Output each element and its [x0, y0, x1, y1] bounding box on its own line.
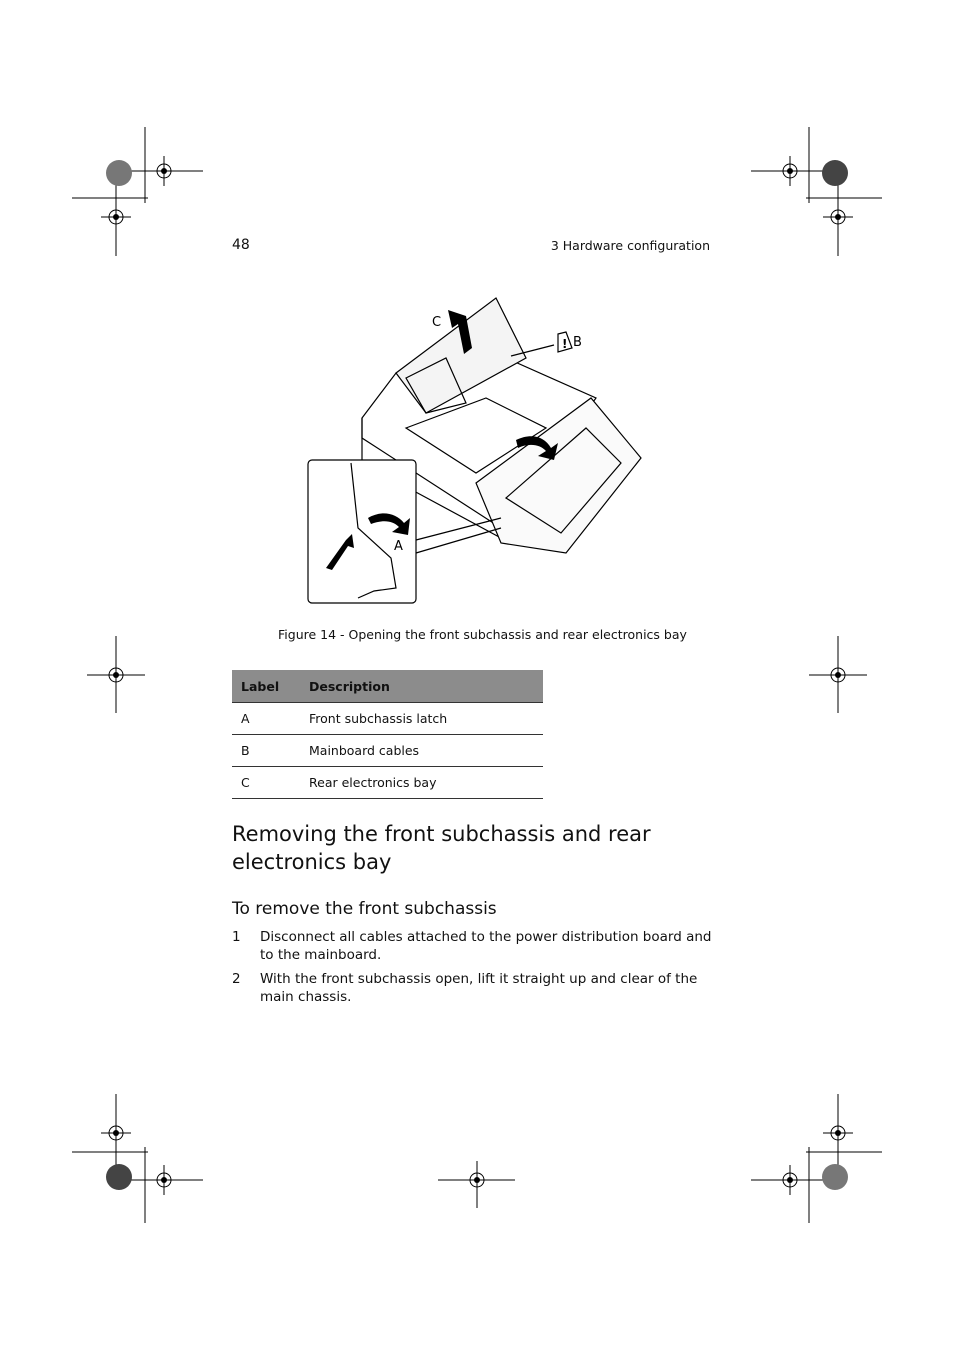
callout-c: C: [432, 315, 442, 330]
running-head: 3 Hardware configuration: [550, 238, 710, 253]
callout-b: B: [573, 335, 582, 350]
column-header-label: Label: [232, 670, 300, 703]
column-header-description: Description: [300, 670, 543, 703]
section-title: Removing the front subchassis and rear electronics bay: [232, 822, 651, 874]
table-cell-description: Mainboard cables: [300, 735, 543, 767]
callout-a: A: [394, 539, 403, 554]
step-number: 1: [232, 929, 241, 945]
chassis-illustration: [296, 288, 648, 610]
svg-text:!: !: [562, 337, 568, 351]
table-row: [232, 703, 543, 735]
table-cell-label: A: [232, 703, 300, 735]
list-item: [232, 970, 712, 1006]
page-number: 48: [232, 237, 250, 253]
table-cell-label: B: [232, 735, 300, 767]
list-item: [232, 928, 712, 964]
table-row: [232, 767, 543, 799]
table-cell-description: Front subchassis latch: [300, 703, 543, 735]
table-row: [232, 735, 543, 767]
procedure-steps: [232, 928, 712, 1012]
subsection-title: To remove the front subchassis: [232, 899, 497, 919]
step-text: Disconnect all cables attached to the power distribution board and to the mainboard.: [260, 929, 712, 963]
figure-caption: Figure 14 - Opening the front subchassis and rear electronics bay: [278, 627, 687, 642]
step-text: With the front subchassis open, lift it straight up and clear of the main chassis.: [260, 971, 698, 1005]
warning-icon: [558, 332, 572, 352]
step-number: 2: [232, 971, 241, 987]
table-cell-description: Rear electronics bay: [300, 767, 543, 799]
label-table: [232, 670, 543, 799]
table-cell-label: C: [232, 767, 300, 799]
table-header-row: [232, 670, 543, 703]
